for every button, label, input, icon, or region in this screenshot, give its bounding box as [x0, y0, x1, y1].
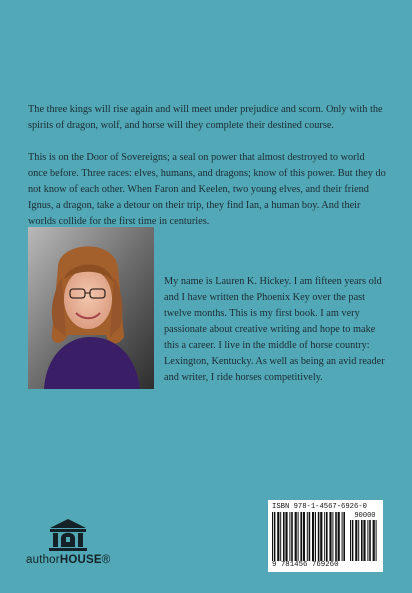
author-photo [28, 227, 154, 389]
barcode-bars [272, 512, 348, 561]
publisher-name: authorHOUSE® [26, 554, 111, 566]
supplement-barcode-bars [350, 520, 380, 561]
publisher-logo [26, 518, 110, 568]
isbn-barcode [268, 500, 383, 572]
supplement-digits: 90000 [354, 512, 376, 520]
blurb-paragraph-2: This is on the Door of Sovereigns; a seal on power that almost destroyed to world once before. Three races: elves, humans, and dragons; know of this power. But they do not know of each other. When Faron and Keelen, two young elves, and their friend Ignus, a dragon, take a detour on their trip, they find Ian, a human boy. And their worlds collide for the first time in centuries. [28, 152, 386, 228]
authorhouse-building-icon [48, 518, 88, 552]
isbn-label: ISBN 978-1-4567-6926-0 [272, 503, 367, 511]
barcode-digits: 9 781456 769260 [272, 561, 339, 569]
blurb-paragraph-1: The three kings will rise again and will meet under prejudice and scorn. Only with the spirits of dragon, wolf, and horse will they complete their destined course. [28, 104, 383, 132]
author-bio: My name is Lauren K. Hickey. I am fifteen years old and I have written the Phoenix Key over the past twelve months. This is my first book. I am very passionate about creative writing and hope to make this a career. I live in the middle of horse country: Lexington, Kentucky. As well as being an avid reader and writer, I ride horses competitively. [164, 276, 385, 384]
